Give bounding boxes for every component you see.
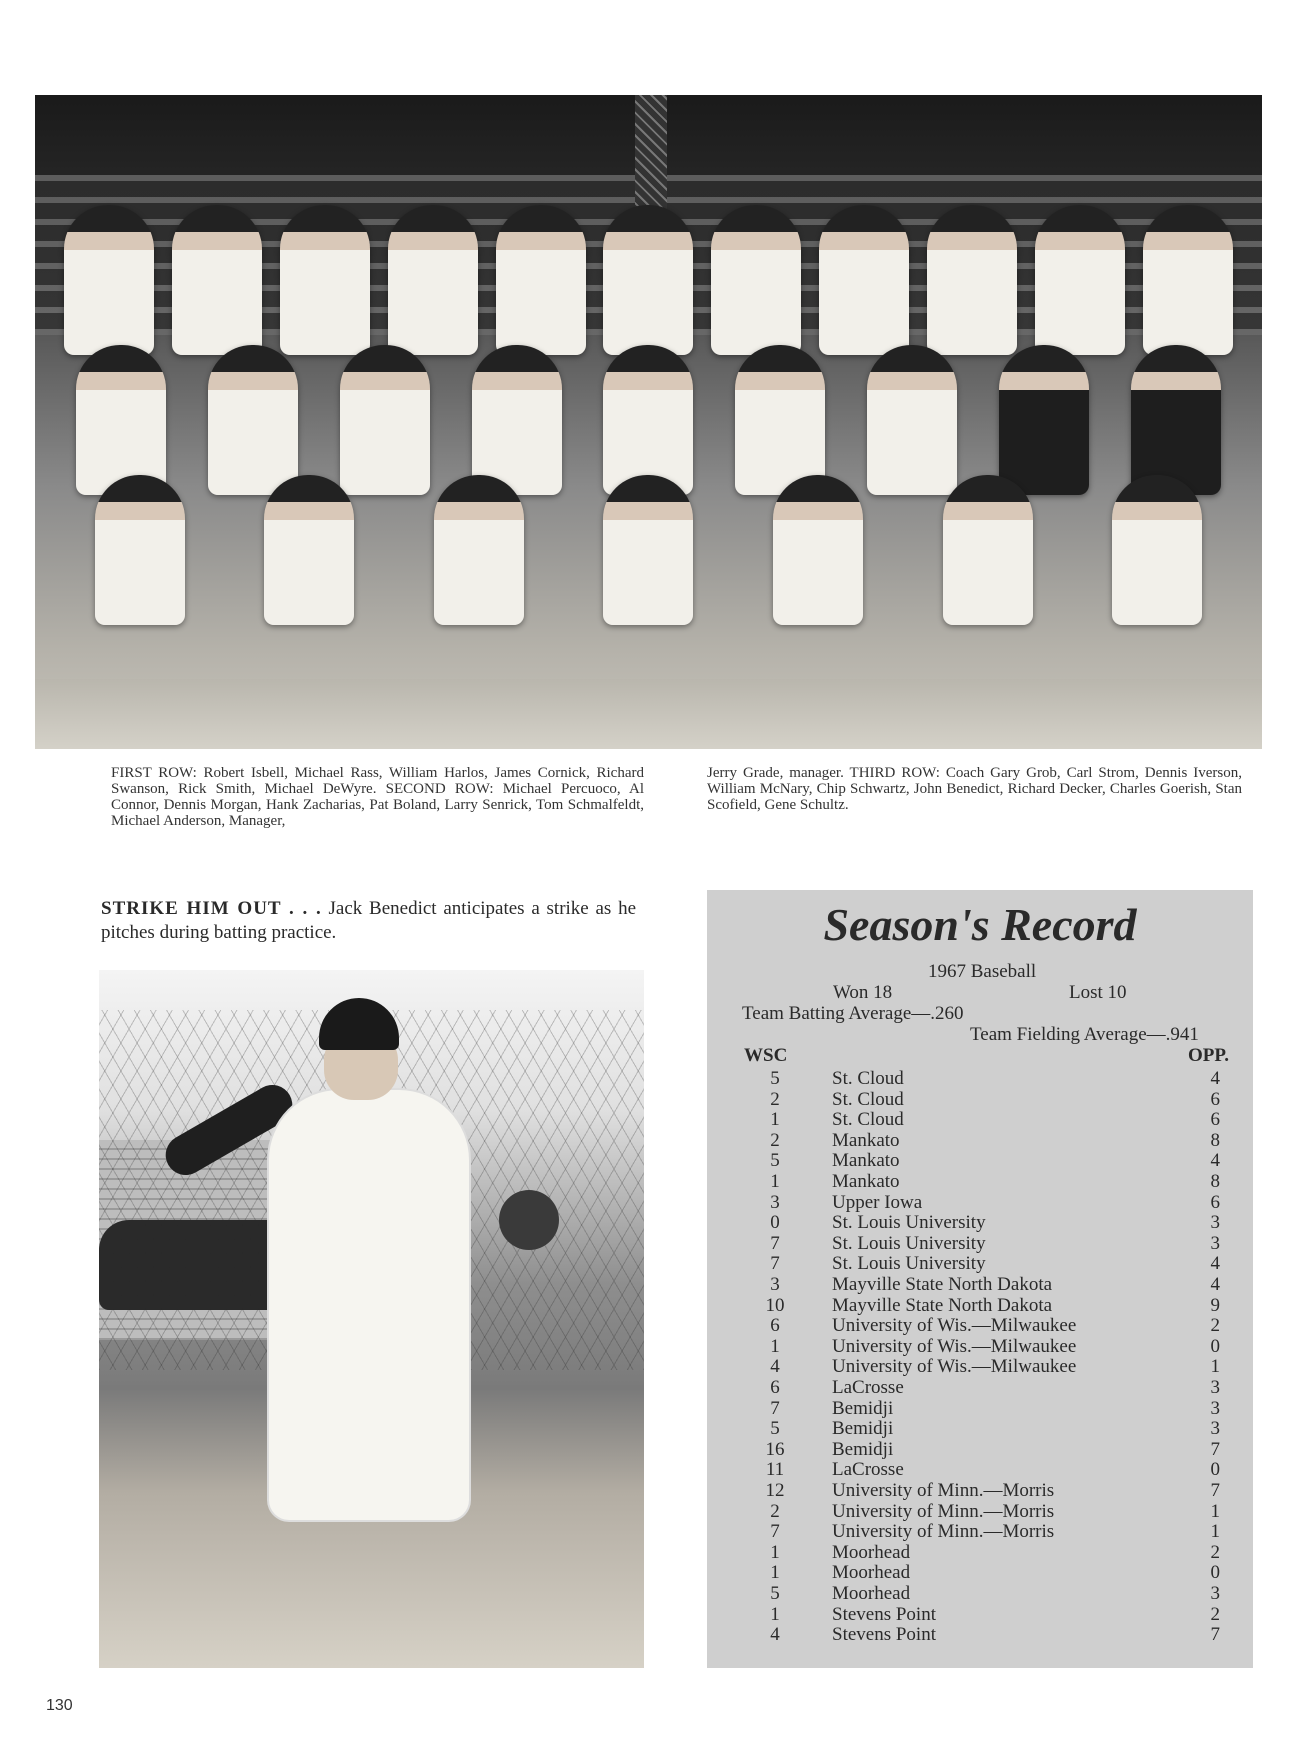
opponent-score: 9 — [1210, 1294, 1220, 1316]
player — [264, 475, 354, 625]
player — [434, 475, 524, 625]
game-row — [0, 1522, 1301, 1543]
player-row-first — [55, 475, 1242, 625]
opponent-score: 3 — [1210, 1583, 1220, 1604]
opponent-score: 2 — [1210, 1315, 1220, 1337]
opponent-name: LaCrosse — [832, 1377, 904, 1398]
game-row — [0, 1069, 1301, 1090]
game-row — [0, 1357, 1301, 1378]
player — [64, 205, 154, 355]
column-header-opp: OPP. — [1188, 1045, 1229, 1066]
wsc-score: 2 — [770, 1129, 780, 1151]
game-row — [0, 1151, 1301, 1172]
wsc-score: 3 — [770, 1191, 780, 1213]
opponent-score: 0 — [1210, 1335, 1220, 1357]
opponent-name: Mayville State North Dakota — [832, 1274, 1053, 1295]
player — [95, 475, 185, 625]
game-row — [0, 1296, 1301, 1317]
opponent-name: St. Cloud — [832, 1088, 904, 1110]
game-row — [0, 1625, 1301, 1646]
opponent-score: 7 — [1210, 1480, 1220, 1501]
opponent-score: 0 — [1210, 1562, 1220, 1584]
game-row — [0, 1275, 1301, 1296]
wsc-score: 1 — [770, 1562, 780, 1584]
opponent-score: 8 — [1210, 1171, 1220, 1192]
player — [943, 475, 1033, 625]
game-row — [0, 1563, 1301, 1584]
player — [280, 205, 370, 355]
pitcher-cap — [319, 998, 399, 1050]
player — [603, 205, 693, 355]
record-fielding-average: Team Fielding Average—.941 — [970, 1024, 1199, 1045]
wsc-score: 11 — [765, 1459, 785, 1481]
page-number: 130 — [46, 1697, 73, 1714]
player — [819, 205, 909, 355]
team-caption-left: FIRST ROW: Robert Isbell, Michael Rass, William Harlos, James Cornick, Richard Swanson, Rick Smith, Michael DeWyre. SECOND ROW: Michael Percuoco, Al Connor, Dennis Morgan, Hank Zacharias, Pat Boland, Larry Senrick, Tom Schmalfeldt, Michael Anderson, Manager, — [111, 765, 644, 829]
opponent-name: Mankato — [832, 1150, 900, 1172]
opponent-name: Upper Iowa — [832, 1191, 923, 1213]
game-row — [0, 1378, 1301, 1399]
wsc-score: 3 — [770, 1274, 780, 1295]
record-batting-average: Team Batting Average—.260 — [742, 1003, 964, 1024]
opponent-name: University of Wis.—Milwaukee — [832, 1356, 1077, 1378]
wsc-score: 6 — [770, 1377, 780, 1398]
game-row — [0, 1193, 1301, 1214]
player — [773, 475, 863, 625]
game-row — [0, 1605, 1301, 1626]
wsc-score: 1 — [770, 1335, 780, 1357]
game-row — [0, 1234, 1301, 1255]
game-row — [0, 1502, 1301, 1523]
game-row — [0, 1213, 1301, 1234]
opponent-score: 6 — [1210, 1109, 1220, 1131]
opponent-name: St. Louis University — [832, 1232, 986, 1254]
opponent-name: Bemidji — [832, 1438, 894, 1460]
opponent-name: University of Wis.—Milwaukee — [832, 1335, 1077, 1357]
opponent-score: 4 — [1210, 1253, 1220, 1275]
wsc-score: 1 — [770, 1603, 780, 1625]
player — [496, 205, 586, 355]
opponent-score: 7 — [1210, 1438, 1220, 1460]
opponent-name: St. Cloud — [832, 1068, 904, 1089]
column-header-wsc: WSC — [744, 1045, 788, 1066]
game-row — [0, 1337, 1301, 1358]
player — [1143, 205, 1233, 355]
opponent-score: 7 — [1210, 1624, 1220, 1646]
opponent-name: Moorhead — [832, 1541, 911, 1563]
opponent-score: 3 — [1210, 1397, 1220, 1419]
team-photo — [35, 95, 1262, 749]
ground — [35, 679, 1262, 749]
player — [603, 475, 693, 625]
wsc-score: 0 — [770, 1212, 780, 1234]
opponent-name: Mayville State North Dakota — [832, 1294, 1053, 1316]
wsc-score: 5 — [770, 1418, 780, 1440]
opponent-name: St. Cloud — [832, 1109, 904, 1131]
player — [208, 345, 298, 495]
player — [76, 345, 166, 495]
strike-caption-text: Jack Benedict anticipates a strike as he pitches during batting practice. — [101, 898, 637, 943]
strike-caption-heading: STRIKE HIM OUT . . . — [101, 898, 322, 919]
opponent-name: University of Minn.—Morris — [832, 1480, 1055, 1501]
player — [735, 345, 825, 495]
opponent-score: 6 — [1210, 1088, 1220, 1110]
game-row — [0, 1090, 1301, 1111]
player — [711, 205, 801, 355]
opponent-name: Moorhead — [832, 1583, 911, 1604]
opponent-name: LaCrosse — [832, 1459, 904, 1481]
player — [1131, 345, 1221, 495]
player — [1112, 475, 1202, 625]
game-row — [0, 1481, 1301, 1502]
game-row — [0, 1254, 1301, 1275]
opponent-name: Mankato — [832, 1171, 900, 1192]
game-row — [0, 1440, 1301, 1461]
player — [340, 345, 430, 495]
game-row — [0, 1131, 1301, 1152]
player — [927, 205, 1017, 355]
wsc-score: 5 — [770, 1583, 780, 1604]
wsc-score: 5 — [770, 1150, 780, 1172]
opponent-score: 0 — [1210, 1459, 1220, 1481]
wsc-score: 2 — [770, 1500, 780, 1522]
opponent-name: Moorhead — [832, 1562, 911, 1584]
opponent-score: 4 — [1210, 1068, 1220, 1089]
opponent-score: 4 — [1210, 1274, 1220, 1295]
wsc-score: 6 — [770, 1315, 780, 1337]
wsc-score: 1 — [770, 1171, 780, 1192]
opponent-score: 1 — [1210, 1356, 1220, 1378]
opponent-name: Stevens Point — [832, 1624, 936, 1646]
opponent-score: 1 — [1210, 1500, 1220, 1522]
opponent-score: 2 — [1210, 1603, 1220, 1625]
opponent-name: University of Wis.—Milwaukee — [832, 1315, 1077, 1337]
player — [867, 345, 957, 495]
opponent-score: 2 — [1210, 1541, 1220, 1563]
record-won: Won 18 — [833, 982, 893, 1003]
opponent-name: St. Louis University — [832, 1253, 986, 1275]
player — [1035, 205, 1125, 355]
wsc-score: 12 — [765, 1480, 785, 1501]
player — [999, 345, 1089, 495]
wsc-score: 2 — [770, 1088, 780, 1110]
strike-caption — [101, 897, 636, 945]
team-caption-right: Jerry Grade, manager. THIRD ROW: Coach Gary Grob, Carl Strom, Dennis Iverson, William McNary, Chip Schwartz, John Benedict, Richard Decker, Charles Goerish, Stan Scofield, Gene Schultz. — [707, 765, 1242, 813]
player — [472, 345, 562, 495]
opponent-score: 4 — [1210, 1150, 1220, 1172]
wsc-score: 1 — [770, 1541, 780, 1563]
opponent-name: University of Minn.—Morris — [832, 1500, 1055, 1522]
game-row — [0, 1543, 1301, 1564]
opponent-score: 8 — [1210, 1129, 1220, 1151]
opponent-name: Stevens Point — [832, 1603, 936, 1625]
player — [603, 345, 693, 495]
opponent-name: Bemidji — [832, 1397, 894, 1419]
record-lost: Lost 10 — [1069, 982, 1127, 1003]
wsc-score: 16 — [765, 1438, 785, 1460]
wsc-score: 7 — [770, 1232, 780, 1254]
record-title: Season's Record — [823, 899, 1137, 950]
opponent-score: 3 — [1210, 1377, 1220, 1398]
game-row — [0, 1399, 1301, 1420]
player-row-second — [55, 345, 1242, 495]
player-row-third — [55, 205, 1242, 355]
opponent-score: 6 — [1210, 1191, 1220, 1213]
game-row — [0, 1316, 1301, 1337]
opponent-name: Mankato — [832, 1129, 900, 1151]
game-row — [0, 1460, 1301, 1481]
opponent-score: 3 — [1210, 1232, 1220, 1254]
opponent-name: Bemidji — [832, 1418, 894, 1440]
wsc-score: 7 — [770, 1253, 780, 1275]
wsc-score: 10 — [765, 1294, 785, 1316]
game-row — [0, 1172, 1301, 1193]
wsc-score: 4 — [770, 1356, 780, 1378]
opponent-name: University of Minn.—Morris — [832, 1521, 1055, 1543]
player — [388, 205, 478, 355]
game-row — [0, 1419, 1301, 1440]
wsc-score: 7 — [770, 1397, 780, 1419]
wsc-score: 4 — [770, 1624, 780, 1646]
record-subtitle: 1967 Baseball — [928, 961, 1037, 982]
wsc-score: 5 — [770, 1068, 780, 1089]
opponent-score: 3 — [1210, 1212, 1220, 1234]
player — [172, 205, 262, 355]
wsc-score: 1 — [770, 1109, 780, 1131]
opponent-score: 1 — [1210, 1521, 1220, 1543]
game-row — [0, 1110, 1301, 1131]
game-row — [0, 1584, 1301, 1605]
wsc-score: 7 — [770, 1521, 780, 1543]
opponent-score: 3 — [1210, 1418, 1220, 1440]
opponent-name: St. Louis University — [832, 1212, 986, 1234]
